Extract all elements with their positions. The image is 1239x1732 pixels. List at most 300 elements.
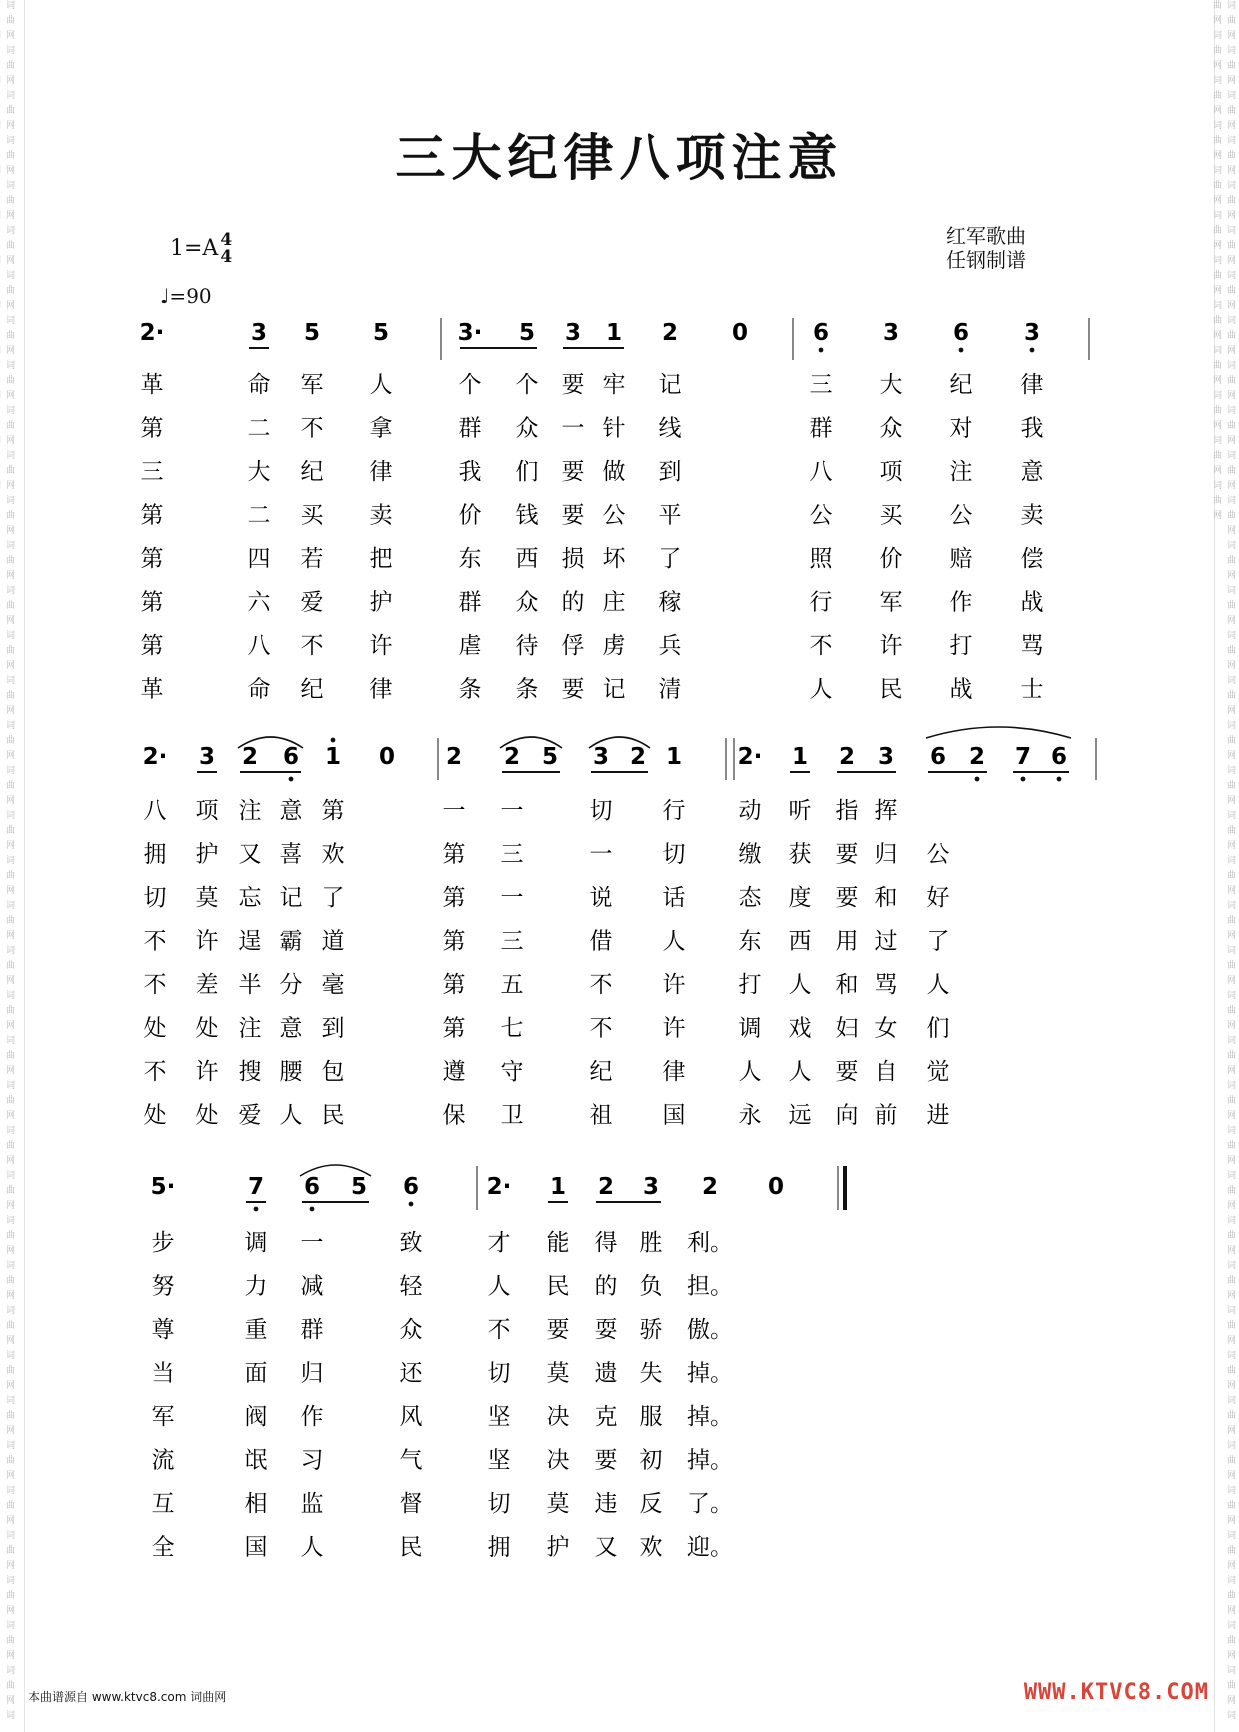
lyric-char: 庄 [602, 589, 626, 616]
lyric-char: 律 [1020, 372, 1044, 398]
lyric-char: 民 [321, 1102, 345, 1129]
lyric-char: 对 [949, 415, 973, 442]
lyric-char: 六 [247, 589, 271, 616]
lyric-char: 永 [738, 1102, 762, 1129]
lyric-char: 许 [662, 972, 686, 998]
lyric-char: 人 [738, 1059, 762, 1085]
note: 1 [324, 744, 342, 770]
lyric-char: 俘 [561, 633, 585, 659]
lyric-char: 自 [874, 1059, 898, 1085]
note: 2 [701, 1174, 719, 1200]
lyric-char: 服 [639, 1404, 663, 1430]
note: 6 [282, 744, 300, 770]
note: 2 [445, 744, 463, 770]
lyric-char: 要 [561, 372, 585, 398]
lyric-char: 第 [140, 589, 164, 616]
octave-dot-below [289, 777, 294, 782]
lyric-char: 到 [321, 1015, 345, 1042]
lyric-char: 才 [487, 1230, 511, 1256]
lyric-char: 律 [662, 1059, 686, 1085]
note: 6 [812, 320, 830, 346]
lyric-char: 掉。 [687, 1447, 733, 1474]
attribution-genre: 红军歌曲 [946, 224, 1026, 248]
lyric-char: 反 [639, 1491, 663, 1517]
lyric-char: 虐 [458, 633, 482, 659]
lyric-char: 听 [788, 798, 812, 824]
lyric-char: 得 [594, 1230, 618, 1256]
lyric-char: 用 [835, 928, 859, 955]
lyric-char: 我 [458, 459, 482, 485]
tempo-marking: ♩=90 [160, 284, 212, 308]
lyric-char: 人 [926, 972, 950, 998]
lyric-char: 度 [788, 885, 812, 911]
time-top: 4 [220, 230, 233, 250]
lyric-char: 护 [195, 841, 219, 868]
lyric-char: 打 [738, 972, 762, 998]
lyric-char: 纪 [589, 1059, 613, 1085]
lyric-char: 欢 [321, 841, 345, 868]
lyric-char: 个 [515, 372, 539, 398]
lyric-char: 军 [151, 1404, 175, 1430]
note: 6 [1050, 744, 1068, 770]
lyric-char: 五 [500, 972, 524, 998]
octave-dot-below [1057, 777, 1062, 782]
lyric-char: 骂 [1020, 633, 1044, 659]
lyric-char: 保 [442, 1102, 466, 1129]
lyric-char: 条 [458, 676, 482, 703]
lyric-char: 虏 [602, 633, 626, 659]
lyric-char: 第 [140, 546, 164, 572]
lyric-char: 人 [809, 676, 833, 703]
lyric-char: 一 [561, 415, 585, 442]
lyric-char: 腰 [279, 1059, 303, 1085]
lyric-char: 要 [835, 841, 859, 868]
lyric-char: 遗 [594, 1360, 618, 1387]
lyric-char: 注 [949, 459, 973, 485]
lyric-char: 违 [594, 1491, 618, 1517]
lyric-char: 又 [238, 841, 262, 868]
note: 1 [665, 744, 683, 770]
lyric-char: 第 [442, 841, 466, 868]
lyric-char: 待 [515, 633, 539, 659]
note: 2 [629, 744, 647, 770]
lyric-char: 一 [589, 841, 613, 868]
lyric-char: 挥 [874, 798, 898, 824]
lyric-char: 要 [546, 1317, 570, 1343]
lyric-char: 前 [874, 1102, 898, 1129]
lyric-char: 群 [809, 415, 833, 442]
lyric-char: 第 [140, 633, 164, 659]
lyric-char: 决 [546, 1404, 570, 1430]
lyric-char: 获 [788, 841, 812, 868]
lyric-char: 人 [369, 372, 393, 398]
lyric-char: 态 [738, 885, 762, 911]
lyric-char: 意 [279, 798, 303, 824]
note: 2 [838, 744, 856, 770]
note: 3 [564, 320, 582, 346]
song-title: 三大纪律八项注意 [395, 128, 844, 187]
lyric-char: 搜 [238, 1059, 262, 1085]
note: 2 [597, 1174, 615, 1200]
lyric-char: 向 [835, 1102, 859, 1129]
lyric-char: 公 [949, 502, 973, 529]
lyric-char: 许 [369, 633, 393, 659]
note: 5 [518, 320, 536, 346]
lyric-char: 分 [279, 972, 303, 998]
lyric-char: 若 [300, 546, 324, 572]
note: 2· [142, 744, 168, 770]
lyric-char: 不 [589, 1015, 613, 1042]
lyric-char: 命 [247, 372, 271, 398]
lyric-char: 喜 [279, 841, 303, 868]
lyric-char: 进 [926, 1102, 950, 1129]
lyric-char: 卖 [369, 502, 393, 529]
lyric-char: 记 [658, 372, 682, 398]
lyric-char: 利。 [687, 1230, 733, 1256]
site-logo: WWW.KTVC8.COM [1023, 1680, 1209, 1705]
lyric-char: 律 [369, 459, 393, 485]
note: 0 [767, 1174, 785, 1200]
lyric-char: 价 [879, 546, 903, 572]
lyric-char: 爱 [238, 1102, 262, 1129]
lyric-char: 八 [143, 798, 167, 824]
lyric-char: 力 [244, 1273, 268, 1300]
octave-dot-below [959, 348, 964, 353]
note: 5 [541, 744, 559, 770]
lyric-char: 要 [561, 459, 585, 485]
lyric-char: 欢 [639, 1534, 663, 1561]
lyric-char: 护 [546, 1534, 570, 1561]
lyric-char: 第 [442, 928, 466, 955]
octave-dot-below [975, 777, 980, 782]
lyric-char: 决 [546, 1447, 570, 1474]
lyric-char: 意 [279, 1015, 303, 1042]
lyric-char: 处 [195, 1102, 219, 1129]
lyric-char: 价 [458, 502, 482, 529]
lyric-char: 到 [658, 459, 682, 485]
lyric-char: 和 [874, 885, 898, 911]
lyric-char: 护 [369, 589, 393, 616]
lyric-char: 三 [809, 372, 833, 398]
note: 3· [457, 320, 483, 346]
lyric-char: 不 [487, 1317, 511, 1343]
lyric-char: 克 [594, 1404, 618, 1430]
lyric-char: 督 [399, 1491, 423, 1517]
lyric-char: 东 [458, 546, 482, 572]
lyric-char: 切 [487, 1360, 511, 1387]
lyric-char: 把 [369, 546, 393, 572]
lyric-char: 莫 [546, 1360, 570, 1387]
lyric-char: 八 [809, 459, 833, 485]
lyric-char: 们 [515, 459, 539, 485]
lyric-char: 担。 [687, 1273, 733, 1300]
lyric-char: 要 [561, 502, 585, 529]
lyric-char: 七 [500, 1015, 524, 1042]
lyric-char: 要 [594, 1447, 618, 1474]
lyric-char: 公 [602, 502, 626, 529]
lyric-char: 八 [247, 633, 271, 659]
lyric-char: 祖 [589, 1102, 613, 1129]
lyric-char: 一 [442, 798, 466, 824]
lyric-char: 打 [949, 633, 973, 659]
lyric-char: 借 [589, 928, 613, 955]
lyric-char: 损 [561, 546, 585, 572]
lyric-char: 减 [300, 1273, 324, 1300]
note: 3 [250, 320, 268, 346]
lyric-char: 纪 [300, 676, 324, 703]
lyric-char: 霸 [279, 928, 303, 955]
lyric-char: 处 [195, 1015, 219, 1042]
lyric-char: 民 [399, 1534, 423, 1561]
lyric-char: 和 [835, 972, 859, 998]
lyric-char: 重 [244, 1317, 268, 1343]
lyric-char: 要 [561, 676, 585, 703]
lyric-char: 第 [321, 798, 345, 824]
lyric-char: 民 [546, 1273, 570, 1300]
lyric-char: 的 [594, 1273, 618, 1300]
lyric-char: 第 [140, 415, 164, 442]
note: 3 [882, 320, 900, 346]
lyric-char: 民 [879, 676, 903, 703]
lyric-char: 众 [515, 589, 539, 616]
lyric-char: 尊 [151, 1317, 175, 1343]
lyric-char: 包 [321, 1059, 345, 1085]
note: 2 [661, 320, 679, 346]
lyric-char: 掉。 [687, 1404, 733, 1430]
octave-dot-below [409, 1202, 414, 1207]
lyric-char: 毫 [321, 972, 345, 998]
lyric-char: 三 [500, 841, 524, 868]
lyric-char: 不 [809, 633, 833, 659]
octave-dot-below [1021, 777, 1026, 782]
note: 0 [731, 320, 749, 346]
lyric-char: 切 [662, 841, 686, 868]
attribution-arranger: 任钢制谱 [946, 248, 1026, 272]
lyric-char: 三 [500, 928, 524, 955]
note: 1 [791, 744, 809, 770]
lyric-char: 不 [143, 1059, 167, 1085]
lyric-char: 二 [247, 502, 271, 529]
lyric-char: 群 [300, 1317, 324, 1343]
lyric-char: 动 [738, 798, 762, 824]
lyric-char: 一 [300, 1230, 324, 1256]
lyric-char: 过 [874, 928, 898, 955]
lyric-char: 远 [788, 1102, 812, 1129]
lyric-char: 个 [458, 372, 482, 398]
lyric-char: 迎。 [687, 1534, 733, 1561]
octave-dot-below [819, 348, 824, 353]
lyric-char: 了。 [687, 1491, 733, 1517]
lyric-char: 革 [140, 676, 164, 703]
lyric-char: 不 [300, 415, 324, 442]
lyric-char: 注 [238, 798, 262, 824]
lyric-char: 指 [835, 798, 859, 824]
lyric-char: 众 [879, 415, 903, 442]
note: 6 [402, 1174, 420, 1200]
lyric-char: 遵 [442, 1059, 466, 1085]
note: 0 [378, 744, 396, 770]
lyric-char: 莫 [195, 885, 219, 911]
lyric-char: 坏 [602, 546, 626, 572]
lyric-char: 了 [658, 546, 682, 572]
lyric-char: 注 [238, 1015, 262, 1042]
lyric-char: 缴 [738, 841, 762, 868]
lyric-char: 东 [738, 928, 762, 955]
lyric-char: 轻 [399, 1273, 423, 1300]
lyric-char: 照 [809, 546, 833, 572]
lyric-char: 战 [949, 676, 973, 703]
lyric-char: 人 [788, 1059, 812, 1085]
lyric-char: 拥 [143, 841, 167, 868]
lyric-char: 处 [143, 1015, 167, 1042]
lyric-char: 意 [1020, 459, 1044, 485]
note: 2· [737, 744, 763, 770]
lyric-char: 第 [140, 502, 164, 529]
note: 2 [968, 744, 986, 770]
lyric-char: 革 [140, 372, 164, 398]
lyric-char: 要 [835, 1059, 859, 1085]
time-bottom: 4 [220, 247, 233, 267]
note: 3 [642, 1174, 660, 1200]
lyric-char: 面 [244, 1360, 268, 1387]
lyric-char: 众 [399, 1317, 423, 1343]
lyric-char: 调 [738, 1015, 762, 1042]
lyric-char: 风 [399, 1404, 423, 1430]
lyric-char: 掉。 [687, 1360, 733, 1387]
lyric-char: 坚 [487, 1404, 511, 1430]
lyric-char: 女 [874, 1015, 898, 1042]
lyric-char: 人 [788, 972, 812, 998]
lyric-char: 士 [1020, 676, 1044, 703]
lyric-char: 觉 [926, 1059, 950, 1085]
lyric-char: 军 [300, 372, 324, 398]
lyric-char: 第 [442, 1015, 466, 1042]
note: 2 [503, 744, 521, 770]
lyric-char: 切 [487, 1491, 511, 1517]
octave-dot-below [310, 1207, 315, 1212]
lyric-char: 作 [949, 589, 973, 616]
lyric-char: 半 [238, 972, 262, 998]
lyric-char: 平 [658, 502, 682, 529]
note: 5· [150, 1174, 176, 1200]
lyric-char: 稼 [658, 589, 682, 616]
note: 6 [952, 320, 970, 346]
lyric-char: 许 [662, 1015, 686, 1042]
lyric-char: 胜 [639, 1230, 663, 1256]
lyric-char: 兵 [658, 633, 682, 659]
lyric-char: 线 [658, 415, 682, 442]
lyric-char: 说 [589, 885, 613, 911]
note: 2· [486, 1174, 512, 1200]
lyric-char: 要 [835, 885, 859, 911]
lyric-char: 二 [247, 415, 271, 442]
lyric-char: 偿 [1020, 546, 1044, 572]
lyric-char: 记 [279, 885, 303, 911]
lyric-char: 拿 [369, 415, 393, 442]
lyric-char: 买 [879, 502, 903, 529]
note: 2· [139, 320, 165, 346]
lyric-char: 人 [487, 1273, 511, 1300]
lyric-char: 国 [662, 1102, 686, 1129]
lyric-char: 公 [809, 502, 833, 529]
lyric-char: 大 [879, 372, 903, 398]
lyric-char: 行 [662, 798, 686, 824]
slur [926, 727, 1071, 738]
lyric-char: 大 [247, 459, 271, 485]
lyric-char: 失 [639, 1360, 663, 1387]
lyric-char: 处 [143, 1102, 167, 1129]
lyric-char: 项 [195, 798, 219, 824]
lyric-char: 逞 [238, 928, 262, 955]
right-watermark-strip: 词曲网词曲网词曲网词曲网词曲网词曲网词曲网词曲网词曲网词曲网词曲网词曲网词曲网词曲网词曲网词曲网词曲网词曲网词曲网词曲网词曲网词曲网词曲网词曲网词曲网词曲网词曲网词曲网词曲网词曲网词曲网词曲网词曲网词曲网词曲网词曲网词曲网词曲网词曲网词曲网词曲网词曲网词曲网词曲网词曲网词曲网词曲网词曲网词曲网词曲网 [1211, 0, 1235, 1725]
lyric-char: 阀 [244, 1404, 268, 1430]
lyric-char: 切 [589, 798, 613, 824]
lyric-char: 骂 [874, 972, 898, 998]
note: 5 [303, 320, 321, 346]
lyric-char: 军 [879, 589, 903, 616]
note: 1 [549, 1174, 567, 1200]
lyric-char: 差 [195, 972, 219, 998]
lyric-char: 爱 [300, 589, 324, 616]
lyric-char: 的 [561, 589, 585, 616]
lyric-char: 纪 [949, 372, 973, 398]
lyric-char: 许 [879, 633, 903, 659]
lyric-char: 习 [300, 1447, 324, 1474]
lyric-char: 西 [788, 928, 812, 955]
lyric-char: 买 [300, 502, 324, 529]
lyric-char: 流 [151, 1447, 175, 1474]
lyric-char: 初 [639, 1447, 663, 1474]
lyric-char: 四 [247, 546, 271, 572]
lyric-char: 忘 [238, 885, 262, 911]
lyric-char: 人 [279, 1102, 303, 1129]
lyric-char: 不 [143, 928, 167, 955]
lyric-char: 纪 [300, 459, 324, 485]
lyric-char: 我 [1020, 415, 1044, 442]
lyric-char: 拥 [487, 1534, 511, 1561]
lyric-char: 们 [926, 1015, 950, 1042]
lyric-char: 第 [442, 885, 466, 911]
lyric-char: 战 [1020, 589, 1044, 616]
lyric-char: 许 [195, 928, 219, 955]
lyric-char: 道 [321, 928, 345, 955]
note: 3 [877, 744, 895, 770]
lyric-char: 还 [399, 1360, 423, 1387]
lyric-char: 归 [874, 841, 898, 868]
lyric-char: 致 [399, 1230, 423, 1256]
lyric-char: 钱 [515, 502, 539, 529]
lyric-char: 一 [500, 885, 524, 911]
lyric-char: 步 [151, 1230, 175, 1256]
key-text: 1=A [170, 236, 219, 261]
lyric-char: 话 [662, 885, 686, 911]
lyric-char: 条 [515, 676, 539, 703]
note: 1 [605, 320, 623, 346]
lyric-char: 针 [602, 415, 626, 442]
note: 5 [372, 320, 390, 346]
lyric-char: 坚 [487, 1447, 511, 1474]
lyric-char: 不 [300, 633, 324, 659]
lyric-char: 好 [926, 885, 950, 911]
lyric-char: 傲。 [687, 1317, 733, 1343]
lyric-char: 第 [442, 972, 466, 998]
lyric-char: 群 [458, 415, 482, 442]
lyric-char: 负 [639, 1273, 663, 1300]
left-watermark-strip: 词曲网词曲网词曲网词曲网词曲网词曲网词曲网词曲网词曲网词曲网词曲网词曲网词曲网词曲网词曲网词曲网词曲网词曲网词曲网词曲网词曲网词曲网词曲网词曲网词曲网词曲网词曲网词曲网词曲网词曲网词曲网词曲网词曲网词曲网词曲网词曲网词曲网词曲网词 [4, 0, 14, 1725]
lyric-char: 相 [244, 1491, 268, 1517]
lyric-char: 一 [500, 798, 524, 824]
note: 3 [1023, 320, 1041, 346]
